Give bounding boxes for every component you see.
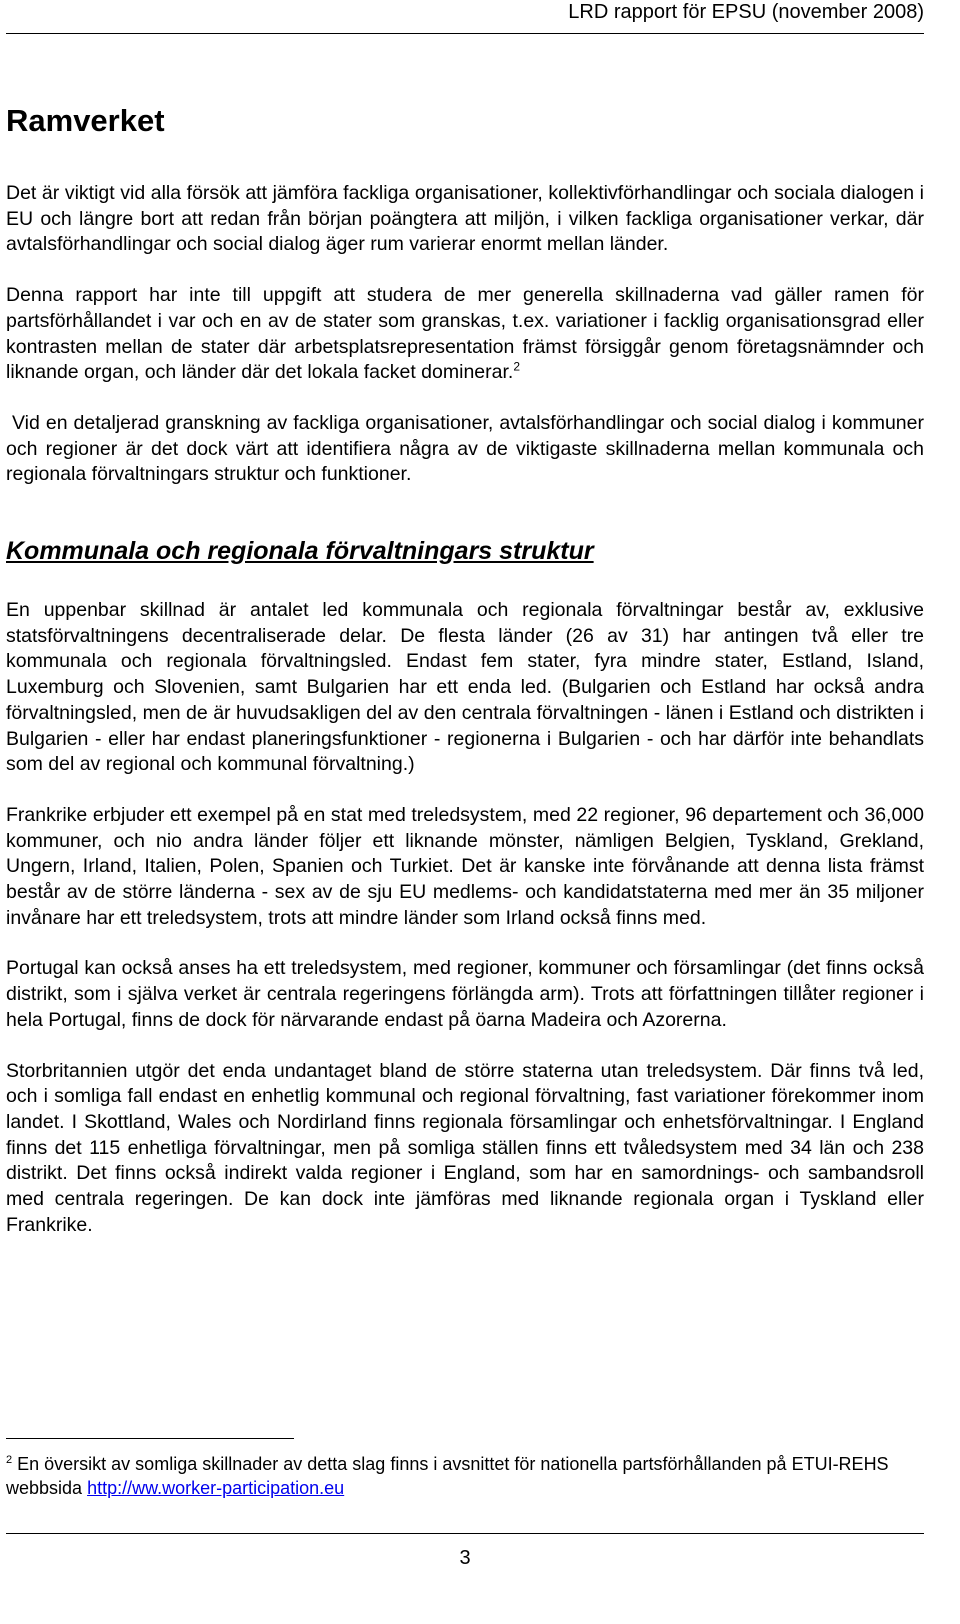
paragraph-text: Det är viktigt vid alla försök att jämföra fackliga organisationer, kollektivförhandlingar och sociala dialogen i EU och längre bort att redan från början poängtera att miljön, i vilken fackliga organisationer verkar, där avtalsförhandlingar och social dialog äger rum varierar enormt mellan länder. xyxy=(6,182,924,256)
paragraph xyxy=(6,283,924,386)
paragraph-text: En uppenbar skillnad är antalet led kommunala och regionala förvaltningar består av, exklusive statsförvaltningens decentraliserade delar. De flesta länder (26 av 31) har antingen två eller tre kommunala och regionala förvaltningsled. Endast fem stater, fyra mindre stater, Estland, Island, Luxemburg och Slovenien, samt Bulgarien har ett enda led. (Bulgarien och Estland har också andra förvaltningsled, men de är huvudsakligen del av den centrala förvaltningen - länen i Estland och distrikten i Bulgarien - eller har endast planeringsfunktioner - regionerna i Bulgarien - och har därför inte behandlats som del av regional och kommunal förvaltning.) xyxy=(6,599,924,776)
page-number: 3 xyxy=(459,1547,471,1569)
running-header: LRD rapport för EPSU (november 2008) xyxy=(568,1,924,23)
paragraph xyxy=(6,803,924,932)
header-divider xyxy=(6,33,924,34)
footnote xyxy=(6,1452,924,1500)
paragraph xyxy=(6,598,924,778)
footnote-reference[interactable]: 2 xyxy=(513,359,521,374)
page-content xyxy=(6,102,924,1264)
paragraph xyxy=(6,411,924,488)
footer-divider xyxy=(6,1533,924,1534)
footnote-text: En översikt av somliga skillnader av detta slag finns i avsnittet för nationella partsförhållanden på ETUI-REHS webbsida xyxy=(6,1454,889,1498)
paragraph xyxy=(6,181,924,258)
section-heading-struktur: Kommunala och regionala förvaltningars struktur xyxy=(6,537,594,566)
paragraph xyxy=(6,1059,924,1239)
paragraph-text: Denna rapport har inte till uppgift att studera de mer generella skillnaderna vad gäller ramen för partsförhållandet i var och en av de stater som granskas, t.ex. variationer i facklig organisationsgrad eller kontrasten mellan de stater där arbetsplatsrepresentation främst försiggår genom företagsnämnder och liknande organ, och länder där det lokala facket dominerar. xyxy=(6,284,924,384)
paragraph xyxy=(6,956,924,1033)
footnote-number: 2 xyxy=(6,1454,13,1466)
paragraph-text: Frankrike erbjuder ett exempel på en stat med treledsystem, med 22 regioner, 96 departement och 36,000 kommuner, och nio andra länder följer ett liknande mönster, nämligen Belgien, Tyskland, Grekland, Ungern, Irland, Italien, Polen, Spanien och Turkiet. Det är kanske inte förvånande att denna lista främst består av de större länderna - sex av de sju EU medlems- och kandidatstaterna med mer än 35 miljoner invånare har ett treledsystem, trots att mindre länder som Irland också finns med. xyxy=(6,803,924,929)
paragraph-text: Vid en detaljerad granskning av fackliga organisationer, avtalsförhandlingar och social dialog i kommuner och regioner är det dock värt att identifiera några av de viktigaste skillnaderna mellan kommunala och regionala förvaltningars struktur och funktioner. xyxy=(6,411,924,486)
footnote-link[interactable]: http://ww.worker-participation.eu xyxy=(87,1478,345,1498)
paragraph-text: Portugal kan också anses ha ett treledsystem, med regioner, kommuner och församlingar (det finns också distrikt, som i själva verket är centrala regeringens förlängda arm). Trots att författningen tillåter regioner i hela Portugal, finns de dock för närvarande endast på öarna Madeira och Azorerna. xyxy=(6,957,924,1031)
footnote-separator xyxy=(6,1438,294,1439)
section-heading-ramverket: Ramverket xyxy=(6,103,165,138)
paragraph-text: Storbritannien utgör det enda undantaget bland de större staterna utan treledsystem. Där finns två led, och i somliga fall endast en enhetlig kommunal och regional förvaltning, fast variationer förekommer inom landet. I Skottland, Wales och Nordirland finns regionala församlingar och enhetsförvaltningar. I England finns det 115 enhetliga förvaltningar, men på somliga ställen finns ett tvåledsystem med 34 län och 238 distrikt. Det finns också indirekt valda regioner i England, som har en samordnings- och sambandsroll med centrala regeringen. De kan dock inte jämföras med liknande regionala organ i Tyskland eller Frankrike. xyxy=(6,1059,924,1236)
